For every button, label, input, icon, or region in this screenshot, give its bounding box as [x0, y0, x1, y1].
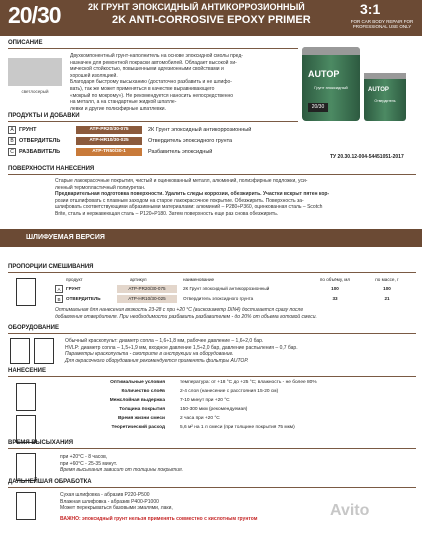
param-key: Время жизни смеси	[117, 416, 165, 421]
warning-text: ВАЖНО: эпоксидный грунт нельзя применять совместно с кислотным грунтом	[60, 516, 258, 522]
equipment-line: Обычный краскопульт: диаметр сопла – 1,6÷1,8 мм, рабочее давление – 1,6÷2,0 бар.	[65, 338, 264, 344]
surfaces-line: розии отшлифовать с плавным заходом на старое лакокрасочное покрытие. Обезжирить. Поверхность за-	[55, 197, 304, 204]
further-line: Влажная шлифовка - абразив P400-P1000	[60, 498, 159, 505]
further-text	[60, 492, 360, 512]
product-row-c	[8, 148, 298, 157]
banner-text: ШЛИФУЕМАЯ ВЕРСИЯ	[26, 234, 105, 241]
row-letter: A	[55, 285, 63, 293]
drying-heading: ВРЕМЯ ВЫСЫХАНИЯ	[8, 440, 74, 446]
col-product: продукт	[66, 277, 83, 282]
param-value: 5,6 м² на 1 л смеси (при толщине покрытия 75 мкм)	[180, 425, 295, 430]
drying-line: при +20°С - 8 часов,	[60, 454, 108, 460]
divider	[8, 487, 416, 488]
title-en: 2K ANTI-CORROSIVE EPOXY PRIMER	[112, 14, 311, 26]
divider	[8, 48, 298, 49]
param-key: Теоретический расход	[111, 425, 165, 430]
product-letter: C	[8, 148, 16, 156]
product-name: ГРУНТ	[19, 127, 37, 133]
product-row-b	[8, 137, 298, 146]
can-label: Отвердитель	[374, 99, 396, 103]
divider	[8, 174, 416, 175]
product-desc: Отвердитель эпоксидного грунта	[148, 138, 233, 144]
mixing-row-a	[55, 285, 415, 294]
further-line: Сухая шлифовка - абразив P220-P500	[60, 492, 150, 498]
product-name: РАЗБАВИТЕЛЬ	[19, 149, 61, 155]
col-volume: по объёму, мл	[319, 277, 351, 282]
surfaces-heading: ПОВЕРХНОСТИ НАНЕСЕНИЯ	[8, 166, 95, 172]
param-key: Межслойная выдержка	[109, 398, 165, 403]
param-key: Толщина покрытия	[119, 407, 165, 412]
equipment-line: HVLP: диаметр сопла – 1,5÷1,9 мм, входное давление 1,5÷2,0 бар, давление распыления – 0,7 бар.	[65, 344, 298, 351]
param-row	[55, 389, 415, 397]
row-product: ГРУНТ	[66, 286, 81, 291]
can-brand: AUTOP	[308, 69, 340, 79]
product-letter: A	[8, 126, 16, 134]
product-desc: Разбавитель эпоксидный	[148, 149, 213, 155]
param-row	[55, 425, 415, 433]
drying-text	[60, 454, 360, 474]
param-key: Количество слоёв	[121, 389, 165, 394]
description-line: Благодаря быстрому высыханию (достаточно разбавить и не шлифо-	[70, 79, 232, 86]
product-name: ОТВЕРДИТЕЛЬ	[19, 138, 61, 144]
param-row	[55, 407, 415, 415]
description-line: Двухкомпонентный грунт-наполнитель на основе эпоксидной смолы пред-	[70, 53, 243, 59]
further-line: Может перекрываться базовыми эмалями, лаки,	[60, 505, 173, 512]
surfaces-line: Предварительная подготовка поверхности. Удалить следы коррозии, обезжирить. Участки вскрыт пятен кор-	[55, 191, 330, 198]
row-volume: 33	[332, 296, 338, 301]
spray-gun-icon	[10, 338, 30, 364]
divider	[8, 376, 416, 377]
description-line: назначен для ремонтной покраски автомобилей. Обладает высокой хи-	[70, 59, 237, 66]
col-mass: по массе, г	[375, 277, 399, 282]
hardener-can	[364, 73, 406, 121]
header-bar	[0, 0, 422, 36]
surfaces-text	[55, 178, 417, 218]
equipment-line: Параметры краскопульта - смотрите в инструкции на оборудование.	[65, 351, 234, 358]
product-article: ATP-PR20/30-075	[76, 126, 142, 134]
can-brand: AUTOP	[368, 87, 389, 93]
product-desc: 2К Грунт эпоксидный антикоррозионный	[148, 127, 252, 133]
description-line: хорошей изоляцией.	[70, 72, 118, 79]
row-letter: B	[55, 295, 63, 303]
surfaces-line: Brite, сталь и нержавеющая сталь – P120÷P180. Затем поверхность еще раз снова обезжирить.	[55, 210, 279, 217]
application-heading: НАНЕСЕНИЕ	[8, 368, 46, 374]
products-heading: ПРОДУКТЫ И ДОБАВКИ	[8, 113, 80, 119]
surfaces-line: Старые лакокрасочные покрытия, чистый и оцинкованный металл, алюминий, полиэфирные подложки, уси-	[55, 178, 308, 184]
equipment-text	[65, 338, 417, 364]
row-article: ATP-HR10/30-025	[117, 295, 177, 303]
description-text	[70, 53, 296, 112]
col-name: наименование	[183, 277, 215, 282]
product-article: ATP-TR50/30-1	[76, 148, 142, 156]
sanding-icon	[16, 492, 36, 520]
param-value: 150-300 мкм (рекомендуемая)	[180, 407, 248, 412]
can-label: Грунт эпоксидный	[314, 85, 348, 90]
color-swatch	[8, 58, 62, 86]
tu-standard: ТУ 20.30.12-004-54451051-2017	[330, 154, 404, 160]
description-line: мической стойкостью, повышенными адгезионными свойствами и	[70, 66, 224, 73]
col-article: артикул	[130, 277, 147, 282]
equipment-heading: ОБОРУДОВАНИЕ	[8, 325, 59, 331]
layers-icon	[16, 415, 36, 443]
param-row	[55, 398, 415, 406]
row-mass: 21	[384, 296, 390, 301]
description-line: на металл, а на стандартные жидкой шпатле-	[70, 99, 177, 106]
row-product: ОТВЕРДИТЕЛЬ	[66, 296, 101, 301]
sandable-version-banner	[0, 229, 422, 247]
further-heading: ДАЛЬНЕЙШАЯ ОБРАБОТКА	[8, 479, 92, 485]
swatch-label: светлосерый	[21, 89, 49, 94]
product-row-a	[8, 126, 298, 135]
param-key: Оптимальные условия	[110, 380, 165, 385]
mixing-note-line: добавления отвердителя. При необходимости разбавить разбавителем - до 20% от объема готовой смеси.	[55, 313, 317, 320]
product-letter: B	[8, 137, 16, 145]
row-article: ATP-PR20/30-075	[117, 285, 177, 293]
divider	[8, 333, 416, 334]
drying-line: Время высыхания зависит от толщины покрытия.	[60, 467, 184, 474]
mixing-note-line: Оптимальная для нанесения вязкость 23-28 с при +20 °С (вискозиметр DIN4) достигается сразу после	[55, 307, 304, 313]
product-article: ATP-HR10/30-025	[76, 137, 142, 145]
description-heading: ОПИСАНИЕ	[8, 40, 43, 46]
divider	[8, 448, 416, 449]
thermometer-icon	[16, 383, 36, 411]
title-ru: 2К ГРУНТ ЭПОКСИДНЫЙ АНТИКОРРОЗИОННЫЙ	[88, 2, 305, 12]
mix-ratio: 3:1	[360, 1, 381, 17]
respirator-icon	[34, 338, 54, 364]
product-code: 20/30	[8, 2, 61, 28]
divider	[8, 121, 298, 122]
param-value: температура: от +18 °С до +25 °С; влажность - не более 80%	[180, 380, 317, 385]
description-line: левки и другие полиэфирные шпатлевки.	[70, 105, 166, 112]
description-line: вать), так же может применяться в качестве выравнивающего	[70, 85, 215, 92]
mixing-cup-icon	[16, 278, 36, 306]
can-badge: 20/30	[308, 103, 328, 112]
mixing-row-b	[55, 295, 415, 304]
mixing-heading: ПРОПОРЦИИ СМЕШИВАНИЯ	[8, 264, 94, 270]
param-row	[55, 380, 415, 388]
surfaces-line: ленный термопластичный полиуретан.	[55, 184, 146, 191]
param-row	[55, 416, 415, 424]
description-line: «мокрый по мокрому»). Не рекомендуется наносить непосредственно	[70, 92, 234, 99]
row-volume: 100	[331, 286, 339, 291]
divider	[8, 272, 416, 273]
surfaces-line: шлифовать соответствующими абразивными материалами: алюминий – P280÷P360, оцинкованная сталь – Scotch	[55, 204, 323, 211]
mixing-note	[55, 307, 417, 320]
drying-line: при +60°С - 25-35 минут.	[60, 460, 117, 467]
param-value: 2-4 слоя (нанесение с расстояния 15-20 см)	[180, 389, 279, 394]
pro-use-note: FOR CAR BODY REPAIR FOR PROFESSIONAL USE ONLY	[350, 19, 414, 29]
row-name: 2К Грунт эпоксидный антикоррозионный	[183, 286, 270, 291]
param-value: 7-10 минут при +20 °С	[180, 398, 230, 403]
avito-watermark: Avito	[330, 502, 370, 519]
product-cans-image	[298, 45, 416, 125]
row-name: Отвердитель эпоксидного грунта	[183, 296, 254, 301]
primer-can	[302, 47, 360, 121]
row-mass: 100	[383, 286, 391, 291]
equipment-line: Для окрасочного оборудования рекомендуется применять фильтры AUTOP.	[65, 357, 249, 364]
param-value: 2 часа при +20 °С	[180, 416, 220, 421]
clock-icon	[16, 453, 36, 481]
